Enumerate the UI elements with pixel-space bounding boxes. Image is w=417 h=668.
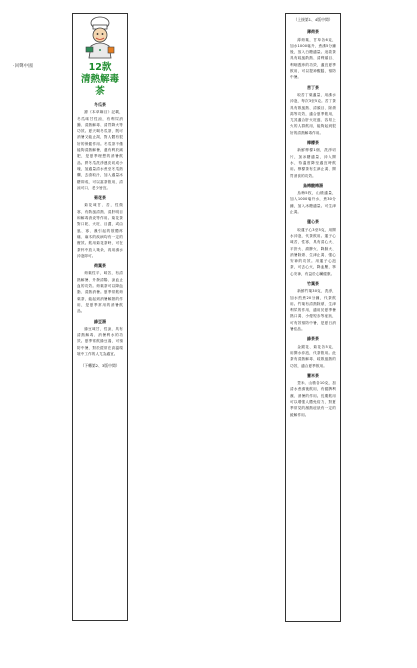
section-heading: 荷葉茶	[94, 263, 106, 269]
paragraph: 薄荷葉，甘草各6克，加水1000毫升，煮沸5分鐘後，放入白糖適量。這款茶具有疏風散熱、清利頭目、利咽透疹的功效，適宜夏季飲用，可以提神醒腦，預防中暑。	[290, 37, 336, 80]
section-heading: 薏米茶	[307, 372, 319, 378]
section-heading: 綠豆湯	[94, 318, 106, 324]
section-heading: 冬瓜茶	[94, 102, 106, 107]
section-heading: 綠茶茶	[307, 336, 319, 342]
paragraph: 取苦丁葉適量，用沸水沖泡，每次3至5克。苦丁茶具有散風熱、清頭目、除煩渴等功效，適合夏季飲用，尤其適合肝火旺盛、容易上火的人群飲用，能夠起到很好的清熱解毒作用。	[290, 92, 336, 135]
paragraph: 薏米、山楂各10克，加清水煮沸後飲用，有健脾利濕、消暑的作用。長期飲用可以增強人體免疫力，對夏季常見的濕熱症狀有一定的緩解作用。	[290, 381, 336, 417]
continued-from-note: （上接第1、4版中間）	[293, 17, 333, 22]
page-title-text: 清熱解毒茶	[80, 74, 119, 97]
section-heading: 薄荷茶	[307, 29, 319, 35]
side-label: ·回聲中國	[13, 64, 33, 69]
paragraph: 新鮮竹葉30克，洗淨，加水煎煮20分鐘，代茶飲用。竹葉有清熱除煩、生津利尿的作用，適用於夏季暑熱口渴、小便短赤等症狀，可有效預防中暑，是夏日消暑佳品。	[290, 289, 336, 332]
section-heading: 菊花茶	[94, 195, 106, 201]
section-heading: 竹葉茶	[307, 280, 319, 286]
section-heading: 苦丁茶	[307, 84, 319, 90]
paragraph: 據《本草綱目》記載，冬瓜味甘性涼，有利尿消腫、清熱解毒、清胃降火等功效。夏天喝冬瓜茶，既可消暑又能止渴，對人體有很好的保健作用。冬瓜茶不僅能夠清熱解暑，還有利於減肥，是夏季理想的消暑飲品。將冬瓜洗淨連皮切成小塊，加適量清水煮至冬瓜熟爛，去渣取汁，加入適量冰糖即成，可以當茶飲用，清涼可口，老少皆宜。	[77, 110, 123, 190]
left-column	[72, 13, 128, 621]
paragraph: 烏梅5枚，山楂適量，加入1000毫升水，煮30分鐘，加入冰糖適量。可生津止渴。	[290, 191, 336, 215]
chef-illustration	[77, 16, 123, 62]
paragraph: 金銀花、菊花各5克，用開水沖泡，代茶飲用。此茶有清熱解毒、疏散風熱的功效，適合夏季飲用。	[290, 344, 336, 368]
section-heading: 蓮心茶	[307, 219, 319, 225]
paragraph: 取蓮子心3至5克，用開水沖泡，代茶飲用。蓮子心味苦，性寒，具有清心火、平肝火、瀉脾火、降肺火、消暑除煩、生津止渴、強心安神的功效。用蓮子心泡茶，可去心火，降血壓，寧心安神，有益於心臟健康。	[290, 227, 336, 276]
paragraph: 新鮮檸檬1個，洗淨切片，加冰糖適量，沖入開水，待溫度降至適宜時飲用。檸檬茶有生津止渴、開胃消食的功效。	[290, 148, 336, 178]
paragraph: 綠豆味甘，性涼，具有清熱解毒、消暑利水的功效。夏季常飲綠豆湯，可預防中暑，對於經常在高溫環境中工作的人尤為適宜。	[77, 326, 123, 356]
section-heading: 檸檬茶	[307, 140, 319, 146]
continued-note: （下轉第2、3版中間）	[80, 363, 120, 369]
page-title-number: 12款	[88, 62, 112, 73]
right-column	[285, 13, 341, 622]
paragraph: 荷葉性平，味苦，有清熱解暑、升發清陽、涼血止血的功效。荷葉茶可以降血脂、清熱消暑。夏季常飲荷葉茶，能起到消暑解熱的作用，是夏季常用的消暑飲品。	[77, 271, 123, 314]
chef-icon	[80, 16, 120, 62]
section-heading: 烏梅酸梅湯	[303, 182, 323, 188]
paragraph: 菊花味甘、苦，性微寒，有散風清熱、清肝明目和解毒消炎等作用。菊花茶對口乾、火旺、目澀，或由風、寒、濕引起的肢體疼痛、麻木的疾病均有一定的療效。飲用菊花茶時，可在茶杯中放入幾朵，再用沸水沖泡即可。	[77, 203, 123, 258]
